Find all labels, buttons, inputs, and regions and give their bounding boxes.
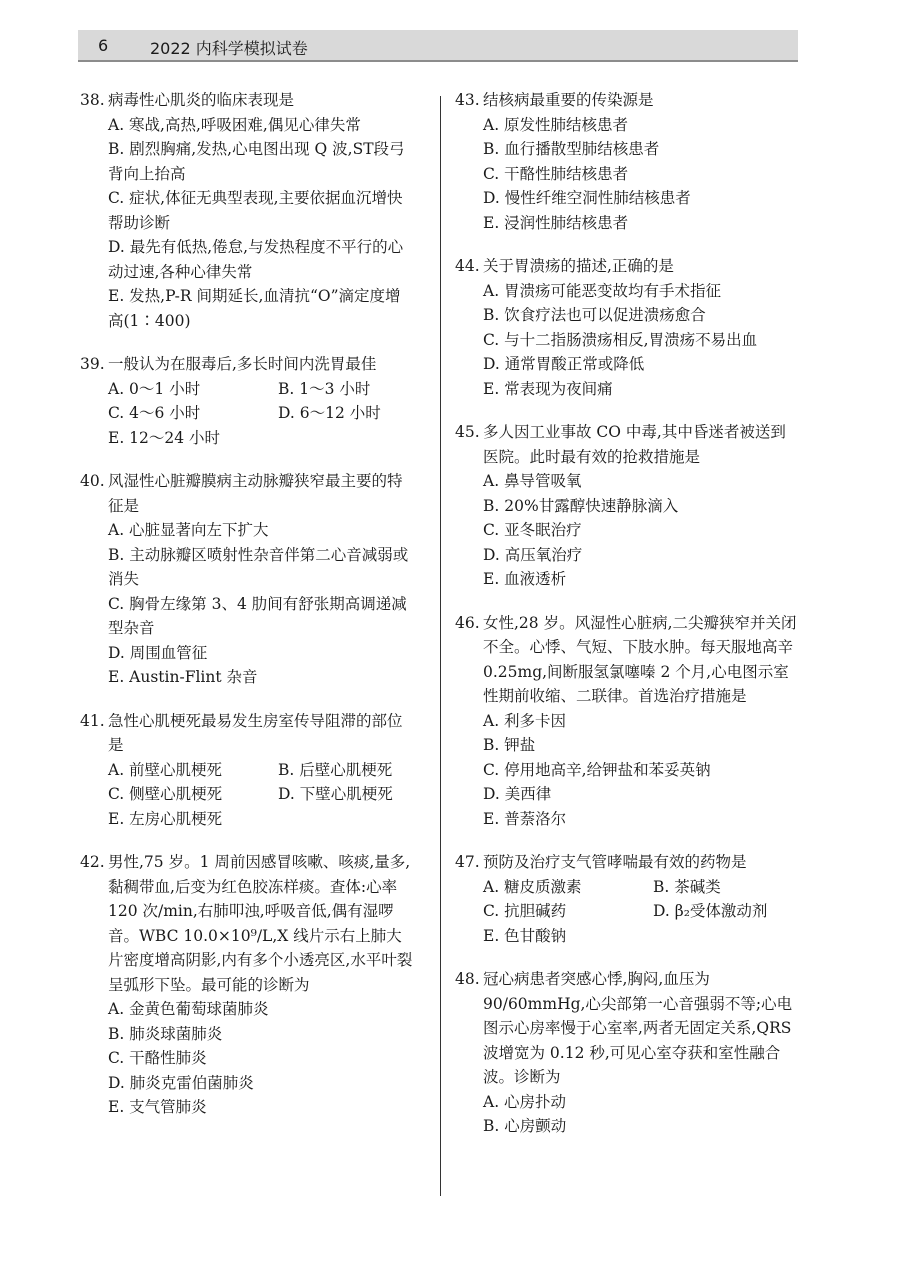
option: C. 干酪性肺炎 bbox=[108, 1049, 207, 1067]
question-number: 40. bbox=[80, 472, 105, 490]
question-38 bbox=[80, 88, 415, 333]
option: A. 心房扑动 bbox=[483, 1092, 567, 1111]
option: A. 前壁心肌梗死 bbox=[108, 760, 223, 779]
question-41 bbox=[80, 709, 415, 832]
option: B. 饮食疗法也可以促进溃疡愈合 bbox=[483, 306, 706, 324]
question-number: 38. bbox=[80, 91, 105, 109]
question-number: 48. bbox=[455, 970, 480, 988]
option: C. 4～6 小时 bbox=[108, 404, 201, 422]
book-title: 2022 内科学模拟试卷 bbox=[150, 39, 308, 58]
option: C. 胸骨左缘第 3、4 肋间有舒张期高调递减型杂音 bbox=[108, 594, 407, 637]
question-45 bbox=[455, 420, 800, 592]
option: A. 0～1 小时 bbox=[108, 379, 201, 398]
option: D. 最先有低热,倦怠,与发热程度不平行的心动过速,各种心律失常 bbox=[108, 238, 404, 281]
question-stem: 男性,75 岁。1 周前因感冒咳嗽、咳痰,量多,黏稠带血,后变为红色胶冻样痰。查体:心率 120 次/min,右肺叩浊,呼吸音低,偶有湿啰音。WBC 10.0×10⁹/L,X 线片示右上肺大片密度增高阴影,内有多个小透亮区,水平叶裂呈弧形下坠。最可能的诊断为 bbox=[108, 853, 413, 994]
option: A. 金黄色葡萄球菌肺炎 bbox=[108, 1000, 269, 1018]
option: E. 血液透析 bbox=[483, 570, 567, 588]
question-44 bbox=[455, 254, 800, 401]
option: D. 高压氧治疗 bbox=[483, 545, 583, 564]
option: D. 通常胃酸正常或降低 bbox=[483, 355, 645, 373]
option: B. 钾盐 bbox=[483, 736, 536, 754]
option: B. 茶碱类 bbox=[653, 877, 721, 896]
option: C. 症状,体征无典型表现,主要依据血沉增快帮助诊断 bbox=[108, 189, 403, 232]
page-header bbox=[0, 0, 900, 72]
option: D. 肺炎克雷伯菌肺炎 bbox=[108, 1073, 254, 1092]
question-46 bbox=[455, 611, 800, 832]
question-stem: 风湿性心脏瓣膜病主动脉瓣狭窄最主要的特征是 bbox=[108, 472, 403, 515]
question-47 bbox=[455, 850, 800, 948]
question-stem: 急性心肌梗死最易发生房室传导阻滞的部位是 bbox=[108, 711, 403, 754]
question-stem: 结核病最重要的传染源是 bbox=[483, 91, 654, 109]
question-40 bbox=[80, 469, 415, 690]
option: A. 利多卡因 bbox=[483, 711, 567, 730]
page-number: 6 bbox=[98, 36, 109, 55]
option: C. 亚冬眠治疗 bbox=[483, 521, 582, 539]
option: B. 1～3 小时 bbox=[278, 379, 371, 398]
column-divider bbox=[440, 96, 441, 1196]
option: D. 6～12 小时 bbox=[278, 404, 381, 422]
option: E. 发热,P-R 间期延长,血清抗“O”滴定度增高(1∶400) bbox=[108, 287, 401, 330]
question-stem: 冠心病患者突感心悸,胸闷,血压为90/60mmHg,心尖部第一心音强弱不等;心电图示心房率慢于心室率,两者无固定关系,QRS 波增宽为 0.12 秒,可见心室夺获和室性融合波。诊断为 bbox=[483, 970, 793, 1086]
option: C. 干酪性肺结核患者 bbox=[483, 164, 629, 183]
option: B. 血行播散型肺结核患者 bbox=[483, 140, 660, 158]
question-stem: 一般认为在服毒后,多长时间内洗胃最佳 bbox=[108, 355, 377, 373]
option: E. 常表现为夜间痛 bbox=[483, 379, 613, 398]
option: E. 左房心肌梗死 bbox=[108, 809, 223, 828]
option: D. β₂受体激动剂 bbox=[653, 902, 768, 920]
option: E. 支气管肺炎 bbox=[108, 1098, 207, 1116]
right-column bbox=[455, 88, 800, 1158]
option: C. 与十二指肠溃疡相反,胃溃疡不易出血 bbox=[483, 330, 758, 349]
question-43 bbox=[455, 88, 800, 235]
option: C. 停用地高辛,给钾盐和苯妥英钠 bbox=[483, 760, 711, 779]
question-stem: 关于胃溃疡的描述,正确的是 bbox=[483, 257, 674, 275]
option: E. 12～24 小时 bbox=[108, 428, 221, 447]
option: D. 周围血管征 bbox=[108, 643, 208, 662]
question-number: 47. bbox=[455, 853, 480, 871]
question-number: 46. bbox=[455, 613, 480, 632]
option: B. 20%甘露醇快速静脉滴入 bbox=[483, 496, 679, 515]
question-stem: 女性,28 岁。风湿性心脏病,二尖瓣狭窄并关闭不全。心悸、气短、下肢水肿。每天服地高辛 0.25mg,间断服氢氯噻嗪 2 个月,心电图示室性期前收缩、二联律。首选治疗措施是 bbox=[483, 613, 797, 705]
option: A. 鼻导管吸氧 bbox=[483, 472, 582, 490]
option: A. 胃溃疡可能恶变故均有手术指征 bbox=[483, 281, 722, 300]
question-number: 42. bbox=[80, 853, 105, 871]
option: E. 色甘酸钠 bbox=[483, 926, 567, 945]
option: E. 普萘洛尔 bbox=[483, 809, 567, 828]
left-column bbox=[80, 88, 415, 1139]
question-48 bbox=[455, 967, 800, 1139]
question-number: 43. bbox=[455, 91, 480, 109]
option: E. Austin-Flint 杂音 bbox=[108, 668, 258, 686]
question-stem: 病毒性心肌炎的临床表现是 bbox=[108, 91, 295, 109]
option: C. 侧壁心肌梗死 bbox=[108, 785, 223, 803]
option: D. 美西律 bbox=[483, 785, 552, 803]
option: B. 剧烈胸痛,发热,心电图出现 Q 波,ST段弓背向上抬高 bbox=[108, 140, 405, 183]
option: A. 原发性肺结核患者 bbox=[483, 115, 629, 134]
option: C. 抗胆碱药 bbox=[483, 902, 567, 920]
option: B. 后壁心肌梗死 bbox=[278, 760, 393, 779]
header-rule bbox=[78, 60, 798, 62]
question-number: 44. bbox=[455, 257, 480, 275]
option: A. 糖皮质激素 bbox=[483, 877, 582, 896]
question-number: 45. bbox=[455, 423, 480, 441]
question-number: 39. bbox=[80, 355, 105, 373]
option: B. 心房颤动 bbox=[483, 1117, 567, 1135]
option: A. 心脏显著向左下扩大 bbox=[108, 521, 269, 539]
option: D. 慢性纤维空洞性肺结核患者 bbox=[483, 189, 691, 207]
option: D. 下壁心肌梗死 bbox=[278, 785, 393, 803]
option: E. 浸润性肺结核患者 bbox=[483, 213, 629, 232]
question-number: 41. bbox=[80, 711, 105, 730]
option: B. 主动脉瓣区喷射性杂音伴第二心音减弱或消失 bbox=[108, 545, 409, 588]
question-42 bbox=[80, 850, 415, 1120]
option: A. 寒战,高热,呼吸困难,偶见心律失常 bbox=[108, 115, 361, 134]
question-stem: 预防及治疗支气管哮喘最有效的药物是 bbox=[483, 853, 747, 871]
question-39 bbox=[80, 352, 415, 450]
question-stem: 多人因工业事故 CO 中毒,其中昏迷者被送到医院。此时最有效的抢救措施是 bbox=[483, 423, 786, 466]
option: B. 肺炎球菌肺炎 bbox=[108, 1024, 223, 1043]
